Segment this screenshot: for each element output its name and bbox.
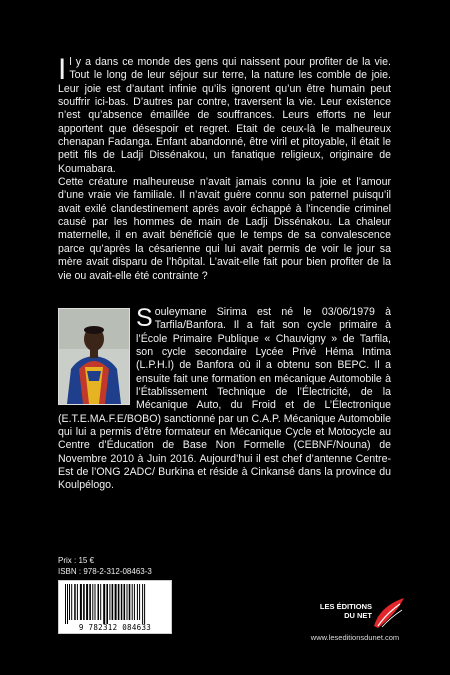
publisher-name <box>308 602 372 620</box>
barcode-bar <box>134 584 135 620</box>
barcode-digits: 9 782312 084633 <box>78 623 152 632</box>
barcode-bar <box>80 584 82 620</box>
barcode-bar <box>115 584 117 620</box>
barcode-bar <box>74 584 76 620</box>
synopsis-text-2: Cette créature malheureuse n’avait jamais connu la joie et l’amour d’une vraie vie familiale. Il n’avait guère connu son paternel puisqu’il avait exilé clandestinement après avoir échappé à l’incendie criminel causé par les hommes de main de Ladji Dissénakou. La chaleur maternelle, il en avait bénéficié que le temps de sa convalescence parce qu’après la césarienne qui lui avait permis de voir le jour sa mère avait disparu de l’hôpital. L’avait-elle fait pour bien profiter de la vie ou avait-elle été contrainte ? <box>58 176 391 282</box>
barcode-bar <box>127 584 128 620</box>
barcode-bar <box>129 584 131 620</box>
barcode-bar <box>112 584 114 620</box>
publisher-emblem-icon <box>370 596 406 630</box>
synopsis-dropcap: I <box>58 53 67 86</box>
back-cover-synopsis <box>58 53 391 283</box>
bio-text: ouleymane Sirima est né le 03/06/1979 à Tarfila/Banfora. Il a fait son cycle primaire à l’École Primaire Publique « Chauvigny » de Tarfila, son cycle secondaire Lycée Privé Héma Intima (L.P.H.I) de Banfora où il a obtenu son BEPC. Il a ensuite fait une formation en mécanique Automobile à l’Établissement Technique de l’Électricité, de la Mécanique Auto, du Froid et de L’Électronique (E.T.E.MA.F.E/BOBO) sanctionné par un C.A.P. Mécanique Automobile qui lui a permis d’être formateur en Mécanique Cycle et Motocycle au Centre d’Éducation de Base Non Formelle (CEBNF/Nouna) de Novembre 2010 à Juin 2016. Aujourd’hui il est chef d’antenne Centre-Est de l’ONG 2ADC/ Burkina et réside à Cinkansé dans la province du Koulpélogo. <box>58 306 391 492</box>
barcode-bar <box>144 584 145 624</box>
barcode-bar <box>83 584 85 620</box>
isbn-barcode <box>58 580 172 634</box>
barcode-bar <box>77 584 78 620</box>
barcode-bar <box>71 584 72 620</box>
barcode-bar <box>89 584 91 620</box>
synopsis-paragraph-1 <box>58 53 391 176</box>
synopsis-paragraph-2 <box>58 176 391 283</box>
barcode-bar <box>132 584 133 620</box>
barcode-bar <box>121 584 123 620</box>
barcode-bar <box>118 584 120 620</box>
publisher-url: www.leseditionsdunet.com <box>310 633 400 642</box>
bio-dropcap: S <box>136 304 153 332</box>
barcode-bar <box>98 584 100 620</box>
isbn-label: ISBN : 978-2-312-08463-3 <box>58 567 152 576</box>
barcode-bar <box>124 584 126 620</box>
barcode-bar <box>65 584 66 624</box>
publisher-logo <box>308 596 408 636</box>
barcode-bar <box>86 584 88 620</box>
barcode-bar <box>139 584 140 620</box>
barcode-bar <box>109 584 110 620</box>
barcode-bars <box>59 581 171 625</box>
barcode-bar <box>137 584 138 620</box>
barcode-bar <box>69 584 70 620</box>
synopsis-text-1: l y a dans ce monde des gens qui naissent pour profiter de la vie. Tout le long de leur séjour sur terre, la nature les comble de joie. Leur joie est d’autant infinie qu’ils ignorent qu’un être humain peut souffrir ici-bas. D’autres par contre, traversent la vie. Leur existence n’est qu’absence émaillée de souffrances. Leurs efforts ne leur apportent que désespoir et regret. Etait de ceux-là le malheureux chenapan Fadanga. Enfant abandonné, être viril et pitoyable, il était le petit fils de Ladji Dissénakou, un fanatique religieux, originaire de Koumabara. <box>58 56 391 175</box>
price-block <box>58 555 152 577</box>
barcode-bar <box>103 584 105 624</box>
barcode-bar <box>67 584 68 624</box>
publisher-name-line2: DU NET <box>344 611 372 620</box>
barcode-bar <box>142 584 143 624</box>
photo-spacer <box>58 306 136 403</box>
barcode-bar <box>92 584 93 620</box>
publisher-name-line1: LES ÉDITIONS <box>319 602 372 611</box>
barcode-bar <box>100 584 101 620</box>
barcode-bar <box>95 584 96 620</box>
price-label: Prix : 15 € <box>58 556 95 565</box>
author-biography <box>58 306 391 493</box>
barcode-bar <box>106 584 108 624</box>
